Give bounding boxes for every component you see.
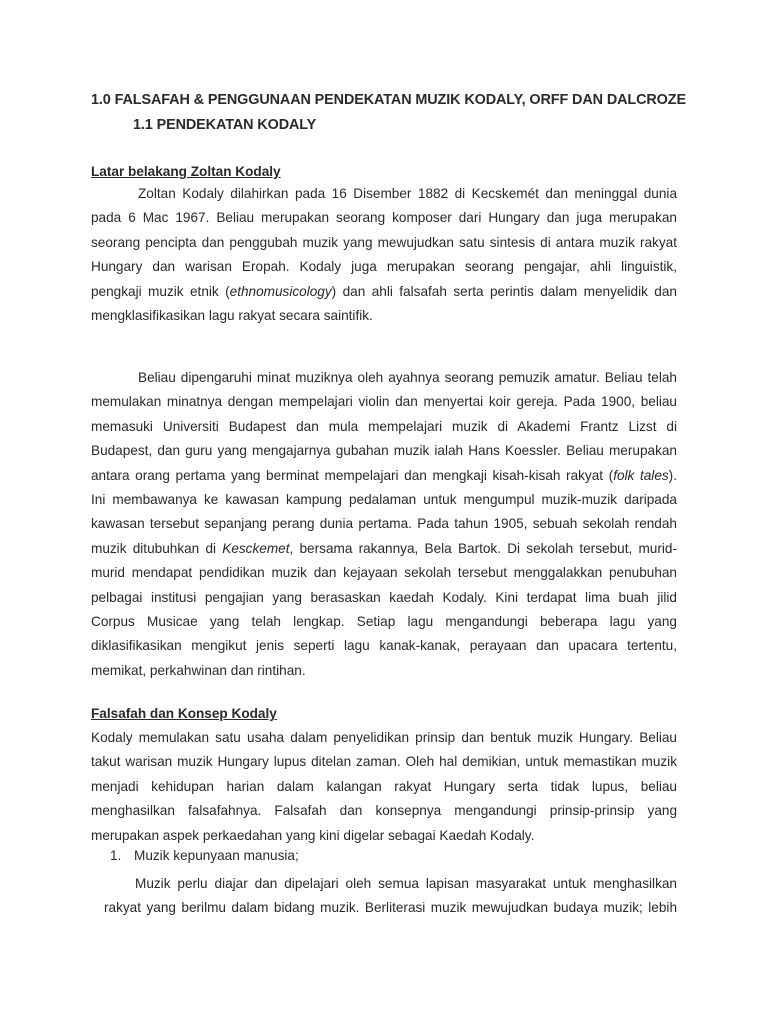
- list-item: [110, 848, 299, 863]
- text-line: Muzik perlu diajar dan dipelajari oleh semua lapisan masyarakat untuk menghasilkan: [135, 876, 677, 891]
- text-line: Zoltan Kodaly dilahirkan pada 16 Disember 1882 di Kecskemét dan meninggal dunia: [138, 186, 677, 201]
- text-line: Kodaly memulakan satu usaha dalam penyelidikan prinsip dan bentuk muzik Hungary. Beliau: [91, 730, 677, 745]
- section-heading-background: Latar belakang Zoltan Kodaly: [91, 164, 281, 179]
- text-line: memulakan minatnya dengan mempelajari violin dan menyertai koir gereja. Pada 1900, beliau: [91, 394, 677, 410]
- text-line: memasuki Universiti Budapest dan mula mempelajari muzik di Akademi Frantz Lizst di: [91, 418, 677, 434]
- document-subtitle: 1.1 PENDEKATAN KODALY: [133, 117, 317, 133]
- text-line: Ini membawanya ke kawasan kampung pedalaman untuk mengumpul muzik-muzik daripada: [91, 492, 677, 508]
- paragraph-philosophy-2: [104, 872, 677, 921]
- italic-term: ethnomusicology: [229, 283, 332, 299]
- text-line: seorang pencipta dan penggubah muzik yang mewujudkan satu sintesis di antara muzik rakyat: [91, 234, 677, 250]
- paragraph-philosophy-1: [91, 726, 677, 848]
- text-line: merupakan aspek perkaedahan yang kini digelar sebagai Kaedah Kodaly.: [91, 827, 535, 843]
- text-line: kawasan tersebut sepanjang perang dunia pertama. Pada tahun 1905, sebuah sekolah rendah: [91, 516, 677, 532]
- section-heading-philosophy: Falsafah dan Konsep Kodaly: [91, 706, 277, 721]
- text-line: Corpus Musicae yang telah lengkap. Setiap lagu mengandungi beberapa lagu yang: [91, 614, 677, 630]
- text-line: pelbagai institusi pengajian yang berasaskan kaedah Kodaly. Kini terdapat lima buah jilid: [91, 589, 677, 605]
- text-line: takut warisan muzik Hungary lupus ditelan zaman. Oleh hal demikian, untuk memastikan muzik: [91, 754, 677, 770]
- list-number: 1.: [110, 848, 122, 863]
- text-line: Budapest, dan guru yang mengajarnya gubahan muzik ialah Hans Koessler. Beliau merupakan: [91, 443, 677, 459]
- text-line: pengkaji muzik etnik (ethnomusicology) dan ahli falsafah serta perintis dalam menyelidik dan: [91, 283, 677, 299]
- list-item-text: Muzik kepunyaan manusia;: [134, 848, 299, 863]
- document-title: 1.0 FALSAFAH & PENGGUNAAN PENDEKATAN MUZIK KODALY, ORFF DAN DALCROZE: [91, 92, 686, 108]
- text-line: muzik ditubuhkan di Kesckemet, bersama rakannya, Bela Bartok. Di sekolah tersebut, murid-: [91, 540, 677, 556]
- text-line: murid mendapat pendidikan muzik dan kejayaan sekolah tersebut menggalakkan penubuhan: [91, 565, 677, 581]
- text-line: rakyat yang berilmu dalam bidang muzik. Berliterasi muzik mewujudkan budaya muzik; lebih: [104, 900, 677, 916]
- italic-term: Kesckemet: [222, 540, 290, 556]
- text-line: menghasilkan falsafahnya. Falsafah dan konsepnya mengandungi prinsip-prinsip yang: [91, 803, 677, 819]
- text-line: pada 6 Mac 1967. Beliau merupakan seorang komposer dari Hungary dan juga merupakan: [91, 210, 677, 226]
- text-line: Beliau dipengaruhi minat muziknya oleh ayahnya seorang pemuzik amatur. Beliau telah: [138, 370, 677, 385]
- italic-term: folk tales: [613, 467, 669, 483]
- paragraph-background-2: [91, 366, 677, 683]
- text-line: memikat, perkahwinan dan rintihan.: [91, 662, 306, 678]
- text-line: diklasifikasikan mengikut jenis seperti lagu kanak-kanak, perayaan dan upacara tertentu,: [91, 638, 677, 654]
- text-line: menjadi kehidupan harian dalam kalangan rakyat Hungary serta tidak lupus, beliau: [91, 778, 677, 794]
- text-line: Hungary dan warisan Eropah. Kodaly juga merupakan seorang pengajar, ahli linguistik,: [91, 259, 677, 275]
- text-line: mengklasifikasikan lagu rakyat secara saintifik.: [91, 308, 373, 324]
- text-line: antara orang pertama yang berminat mempelajari dan mengkaji kisah-kisah rakyat (folk tales).: [91, 467, 677, 483]
- paragraph-background-1: [91, 182, 677, 328]
